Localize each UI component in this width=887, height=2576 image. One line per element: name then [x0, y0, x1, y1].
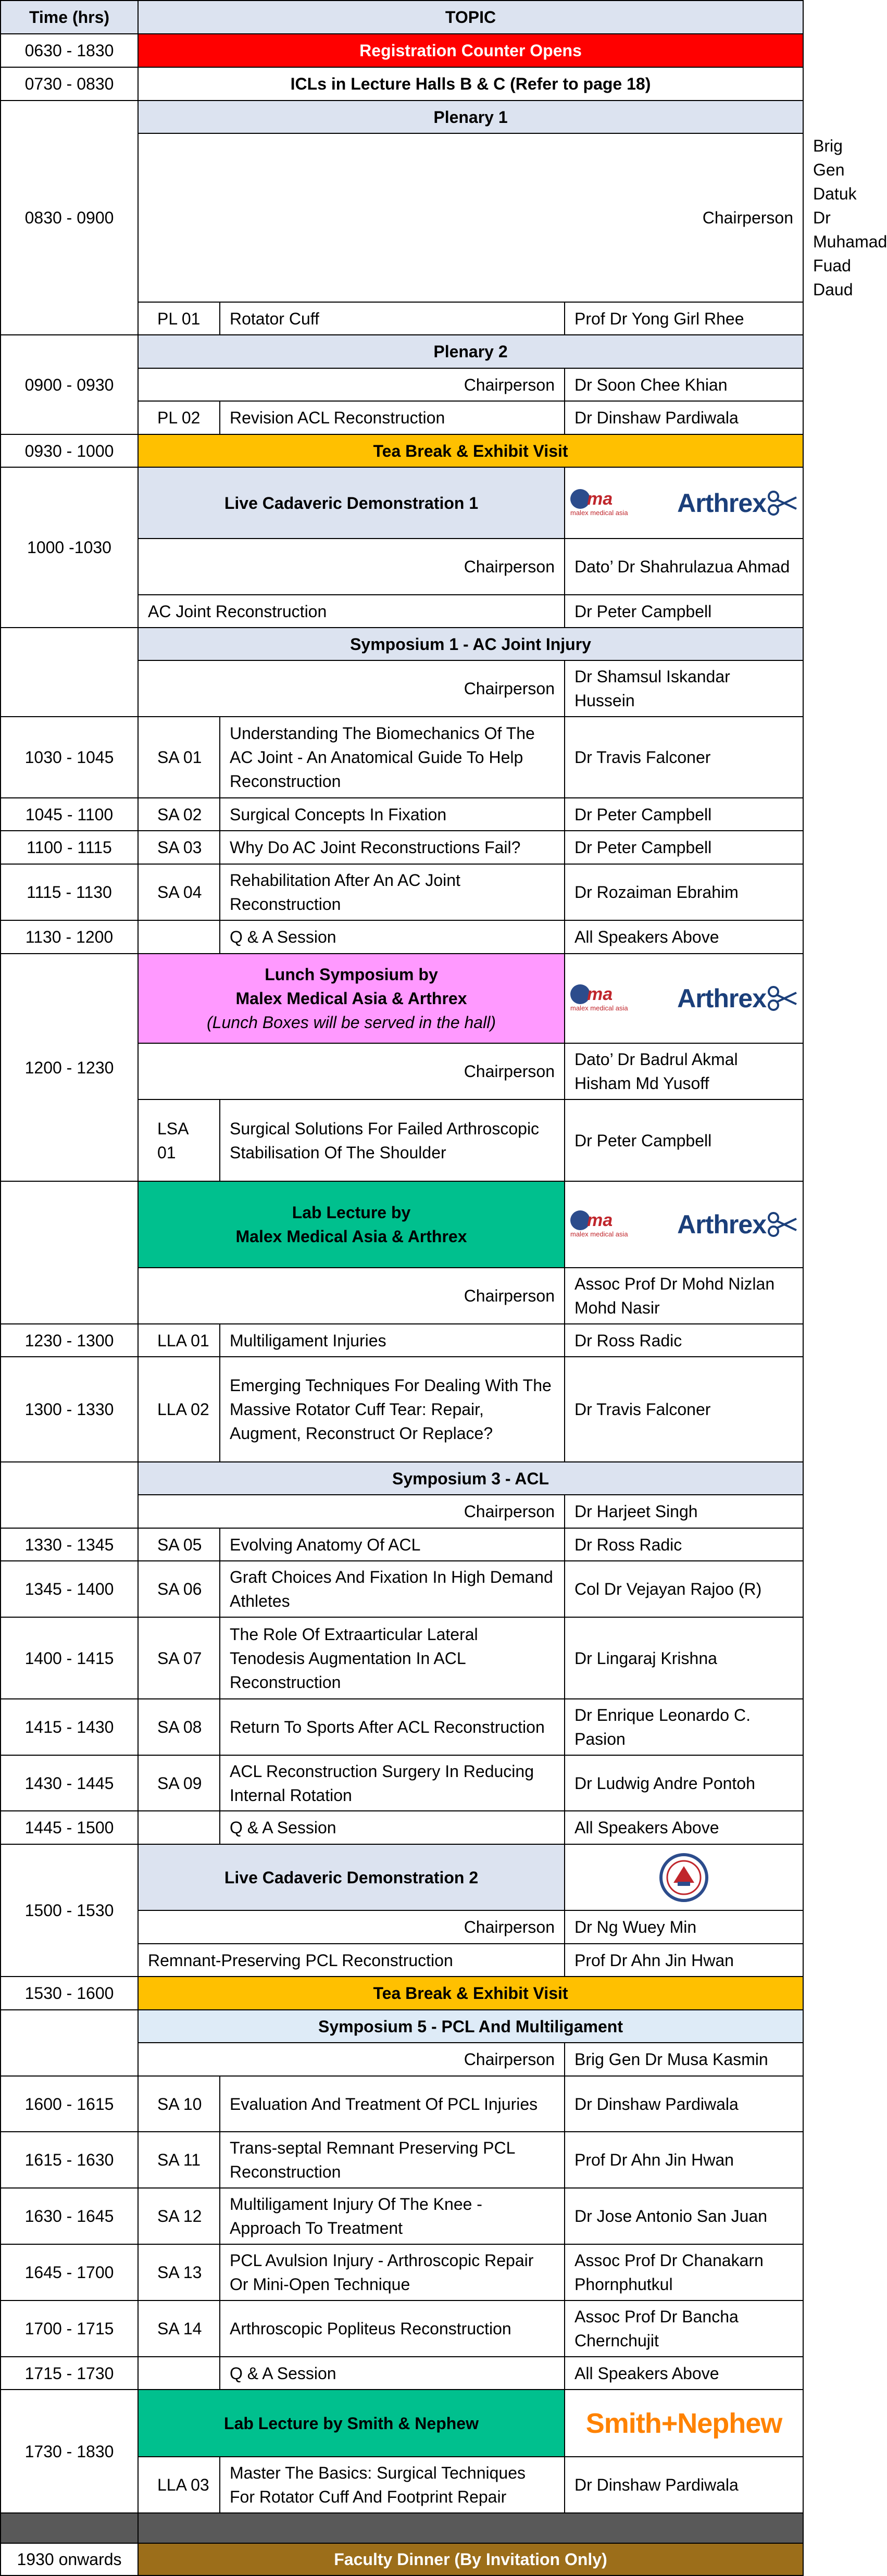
- chairperson-name: Dr Harjeet Singh: [565, 1495, 803, 1528]
- session-code: SA 03: [138, 831, 220, 864]
- separator-cell: [1, 2513, 138, 2543]
- time-cell: 1645 - 1700: [1, 2244, 138, 2300]
- scissors-icon: [766, 985, 797, 1011]
- session-code: SA 11: [138, 2132, 220, 2188]
- time-cell: 1200 - 1230: [1, 954, 138, 1181]
- session-speaker: Prof Dr Ahn Jin Hwan: [565, 2132, 803, 2188]
- session-topic: Multiligament Injury Of The Knee - Approach To Treatment: [220, 2188, 565, 2244]
- time-cell: 1100 - 1115: [1, 831, 138, 864]
- time-cell: 1130 - 1200: [1, 920, 138, 954]
- session-topic: Rotator Cuff: [220, 302, 565, 335]
- session-speaker: Dr Ross Radic: [565, 1324, 803, 1357]
- chairperson-label: Chairperson: [138, 539, 565, 595]
- arthrex-logo: Arthrex: [677, 984, 797, 1012]
- session-topic: Evaluation And Treatment Of PCL Injuries: [220, 2076, 565, 2132]
- session-code: SA 01: [138, 717, 220, 798]
- chairperson-name: Dato’ Dr Badrul Akmal Hisham Md Yusoff: [565, 1043, 803, 1099]
- chairperson-label: Chairperson: [138, 133, 803, 302]
- malex-logo: ma malex medical asia: [570, 489, 628, 517]
- chairperson-label: Chairperson: [138, 1043, 565, 1099]
- session-code: SA 13: [138, 2244, 220, 2300]
- session-topic: Evolving Anatomy Of ACL: [220, 1528, 565, 1561]
- session-speaker: Assoc Prof Dr Chanakarn Phornphutkul: [565, 2244, 803, 2300]
- symposium-1-title: Symposium 1 - AC Joint Injury: [138, 628, 803, 660]
- session-topic: Return To Sports After ACL Reconstruction: [220, 1699, 565, 1755]
- session-speaker: Dr Dinshaw Pardiwala: [565, 2457, 803, 2513]
- session-topic: PCL Avulsion Injury - Arthroscopic Repair Or Mini-Open Technique: [220, 2244, 565, 2300]
- session-topic: Emerging Techniques For Dealing With The Massive Rotator Cuff Tear: Repair, Augment, Reconstruct Or Replace?: [220, 1357, 565, 1462]
- chairperson-label: Chairperson: [138, 660, 565, 717]
- session-topic: Surgical Concepts In Fixation: [220, 798, 565, 831]
- session-speaker: Dr Travis Falconer: [565, 717, 803, 798]
- chairperson-name: Dato’ Dr Shahrulazua Ahmad: [565, 539, 803, 595]
- time-cell: 1600 - 1615: [1, 2076, 138, 2132]
- time-cell: 1700 - 1715: [1, 2300, 138, 2357]
- session-row: [1, 1699, 803, 1755]
- session-speaker: Dr Ludwig Andre Pontoh: [565, 1755, 803, 1811]
- symposium-5-title: Symposium 5 - PCL And Multiligament: [138, 2010, 803, 2043]
- time-cell: 1430 - 1445: [1, 1755, 138, 1811]
- session-row: [1, 2076, 803, 2132]
- time-cell: 1045 - 1100: [1, 798, 138, 831]
- lcd-2-title: Live Cadaveric Demonstration 2: [138, 1844, 565, 1910]
- time-cell: 1445 - 1500: [1, 1811, 138, 1844]
- session-speaker: All Speakers Above: [565, 920, 803, 954]
- session-topic: Remnant-Preserving PCL Reconstruction: [138, 1944, 565, 1977]
- chairperson-label: Chairperson: [138, 1268, 565, 1324]
- time-cell: 1030 - 1045: [1, 717, 138, 798]
- tea-break-banner: Tea Break & Exhibit Visit: [138, 434, 803, 467]
- empty-time-cell: [1, 628, 138, 717]
- lab-1-title: Lab Lecture by Malex Medical Asia & Arthrex: [138, 1181, 565, 1268]
- session-speaker: Dr Peter Campbell: [565, 798, 803, 831]
- session-topic: ACL Reconstruction Surgery In Reducing Internal Rotation: [220, 1755, 565, 1811]
- sponsor-logos: [565, 1181, 803, 1268]
- tea-break-row: [1, 434, 803, 467]
- lab-1-title-row: [1, 1181, 803, 1268]
- chairperson-name: Assoc Prof Dr Mohd Nizlan Mohd Nasir: [565, 1268, 803, 1324]
- session-code: LLA 01: [138, 1324, 220, 1357]
- time-cell: 1330 - 1345: [1, 1528, 138, 1561]
- time-cell: 0830 - 0900: [1, 101, 138, 335]
- session-speaker: Prof Dr Yong Girl Rhee: [565, 302, 803, 335]
- session-row: [1, 2188, 803, 2244]
- session-code: SA 12: [138, 2188, 220, 2244]
- time-cell: 1115 - 1130: [1, 864, 138, 920]
- chairperson-label: Chairperson: [138, 368, 565, 401]
- session-code: PL 02: [138, 401, 220, 434]
- separator-row: [1, 2513, 803, 2543]
- session-row: [1, 1357, 803, 1462]
- session-speaker: Col Dr Vejayan Rajoo (R): [565, 1561, 803, 1617]
- icl-row: [1, 67, 803, 101]
- time-cell: 0630 - 1830: [1, 34, 138, 67]
- session-row: [1, 1617, 803, 1699]
- session-topic: Q & A Session: [220, 2357, 565, 2390]
- session-row: [1, 2357, 803, 2390]
- session-row: [1, 1561, 803, 1617]
- session-row: [1, 2244, 803, 2300]
- header-row: [1, 1, 803, 34]
- session-speaker: Dr Enrique Leonardo C. Pasion: [565, 1699, 803, 1755]
- session-speaker: Dr Ross Radic: [565, 1528, 803, 1561]
- session-code: [138, 1811, 220, 1844]
- malex-logo: ma malex medical asia: [570, 1210, 628, 1238]
- tea-break-row: [1, 1977, 803, 2010]
- time-column-header: Time (hrs): [1, 1, 138, 34]
- session-code: SA 04: [138, 864, 220, 920]
- session-speaker: Prof Dr Ahn Jin Hwan: [565, 1944, 803, 1977]
- session-speaker: Assoc Prof Dr Bancha Chernchujit: [565, 2300, 803, 2357]
- plenary-1-title-row: [1, 101, 803, 133]
- session-row: [1, 1811, 803, 1844]
- scissors-icon: [766, 490, 797, 516]
- session-code: SA 07: [138, 1617, 220, 1699]
- session-code: [138, 2357, 220, 2390]
- session-topic: Why Do AC Joint Reconstructions Fail?: [220, 831, 565, 864]
- time-cell: 1630 - 1645: [1, 2188, 138, 2244]
- session-speaker: Dr Lingaraj Krishna: [565, 1617, 803, 1699]
- session-speaker: All Speakers Above: [565, 1811, 803, 1844]
- lcd-1-title-row: [1, 467, 803, 539]
- session-topic: Revision ACL Reconstruction: [220, 401, 565, 434]
- chairperson-name: Dr Shamsul Iskandar Hussein: [565, 660, 803, 717]
- session-row: [1, 1755, 803, 1811]
- session-topic: Arthroscopic Popliteus Reconstruction: [220, 2300, 565, 2357]
- session-topic: Graft Choices And Fixation In High Demand Athletes: [220, 1561, 565, 1617]
- empty-time-cell: [1, 1181, 138, 1324]
- session-row: [1, 864, 803, 920]
- empty-time-cell: [1, 1462, 138, 1528]
- time-cell: 1415 - 1430: [1, 1699, 138, 1755]
- dinner-row: [1, 2543, 803, 2575]
- smith-nephew-logo: Smith+Nephew: [565, 2390, 803, 2457]
- plenary-2-title-row: [1, 335, 803, 368]
- chairperson-name: Dr Ng Wuey Min: [565, 1910, 803, 1944]
- lunch-title: Lunch Symposium by Malex Medical Asia & Arthrex (Lunch Boxes will be served in the hall): [138, 954, 565, 1043]
- chairperson-row: Chairperson Brig Gen Datuk Dr Muhamad Fuad Daud: [1, 133, 803, 302]
- session-topic: Q & A Session: [220, 1811, 565, 1844]
- session-topic: Rehabilitation After An AC Joint Reconstruction: [220, 864, 565, 920]
- session-speaker: Dr Travis Falconer: [565, 1357, 803, 1462]
- dinner-banner: Faculty Dinner (By Invitation Only): [138, 2543, 803, 2575]
- chairperson-name: Dr Soon Chee Khian: [565, 368, 803, 401]
- icl-banner: ICLs in Lecture Halls B & C (Refer to page 18): [138, 67, 803, 101]
- lab-2-title: Lab Lecture by Smith & Nephew: [138, 2390, 565, 2457]
- lab-2-title-row: [1, 2390, 803, 2457]
- sponsor-logos: [565, 954, 803, 1043]
- session-code: LLA 03: [138, 2457, 220, 2513]
- registration-row: [1, 34, 803, 67]
- session-topic: AC Joint Reconstruction: [138, 595, 565, 628]
- symposium-3-title: Symposium 3 - ACL: [138, 1462, 803, 1495]
- time-cell: 1615 - 1630: [1, 2132, 138, 2188]
- tea-break-banner: Tea Break & Exhibit Visit: [138, 1977, 803, 2010]
- session-row: [1, 717, 803, 798]
- session-speaker: Dr Dinshaw Pardiwala: [565, 2076, 803, 2132]
- session-speaker: Dr Peter Campbell: [565, 1099, 803, 1181]
- session-code: SA 06: [138, 1561, 220, 1617]
- session-code: SA 02: [138, 798, 220, 831]
- session-code: LSA 01: [138, 1099, 220, 1181]
- sponsor-logos: [565, 467, 803, 539]
- session-topic: Multiligament Injuries: [220, 1324, 565, 1357]
- arthrex-logo: Arthrex: [677, 1210, 797, 1239]
- time-cell: 0730 - 0830: [1, 67, 138, 101]
- time-cell: 1730 - 1830: [1, 2390, 138, 2513]
- time-cell: 1715 - 1730: [1, 2357, 138, 2390]
- society-seal-icon: [658, 1852, 710, 1904]
- time-cell: 0900 - 0930: [1, 335, 138, 434]
- session-topic: Surgical Solutions For Failed Arthroscopic Stabilisation Of The Shoulder: [220, 1099, 565, 1181]
- topic-column-header: TOPIC: [138, 1, 803, 34]
- symposium-5-title-row: [1, 2010, 803, 2043]
- empty-time-cell: [1, 2010, 138, 2076]
- session-topic: Understanding The Biomechanics Of The AC Joint - An Anatomical Guide To Help Reconstruction: [220, 717, 565, 798]
- plenary-1-title: Plenary 1: [138, 101, 803, 133]
- time-cell: 1345 - 1400: [1, 1561, 138, 1617]
- session-row: [1, 831, 803, 864]
- time-cell: 1530 - 1600: [1, 1977, 138, 2010]
- session-code: SA 09: [138, 1755, 220, 1811]
- session-topic: The Role Of Extraarticular Lateral Tenodesis Augmentation In ACL Reconstruction: [220, 1617, 565, 1699]
- time-cell: 1230 - 1300: [1, 1324, 138, 1357]
- time-cell: 1400 - 1415: [1, 1617, 138, 1699]
- time-cell: 1930 onwards: [1, 2543, 138, 2575]
- session-code: [138, 920, 220, 954]
- session-code: SA 10: [138, 2076, 220, 2132]
- plenary-2-title: Plenary 2: [138, 335, 803, 368]
- session-code: SA 08: [138, 1699, 220, 1755]
- symposium-1-title-row: [1, 628, 803, 660]
- session-code: PL 01: [138, 302, 220, 335]
- session-topic: Master The Basics: Surgical Techniques For Rotator Cuff And Footprint Repair: [220, 2457, 565, 2513]
- session-speaker: Dr Peter Campbell: [565, 831, 803, 864]
- arthrex-logo: Arthrex: [677, 489, 797, 517]
- session-topic: Trans-septal Remnant Preserving PCL Reconstruction: [220, 2132, 565, 2188]
- registration-banner: Registration Counter Opens: [138, 34, 803, 67]
- time-cell: 1000 -1030: [1, 467, 138, 628]
- malex-logo: ma malex medical asia: [570, 984, 628, 1012]
- chairperson-label: Chairperson: [138, 2043, 565, 2076]
- lcd-1-title: Live Cadaveric Demonstration 1: [138, 467, 565, 539]
- separator-cell: [138, 2513, 803, 2543]
- session-speaker: Dr Rozaiman Ebrahim: [565, 864, 803, 920]
- session-code: SA 05: [138, 1528, 220, 1561]
- symposium-3-title-row: [1, 1462, 803, 1495]
- session-code: SA 14: [138, 2300, 220, 2357]
- session-speaker: Dr Peter Campbell: [565, 595, 803, 628]
- session-row: [1, 920, 803, 954]
- session-row: [1, 2132, 803, 2188]
- session-topic: Q & A Session: [220, 920, 565, 954]
- session-speaker: Dr Jose Antonio San Juan: [565, 2188, 803, 2244]
- session-speaker: Dr Dinshaw Pardiwala: [565, 401, 803, 434]
- chairperson-label: Chairperson: [138, 1495, 565, 1528]
- lunch-title-row: [1, 954, 803, 1043]
- time-cell: 0930 - 1000: [1, 434, 138, 467]
- time-cell: 1500 - 1530: [1, 1844, 138, 1977]
- time-cell: 1300 - 1330: [1, 1357, 138, 1462]
- society-logo-cell: [565, 1844, 803, 1910]
- session-row: [1, 798, 803, 831]
- session-row: [1, 1528, 803, 1561]
- scissors-icon: [766, 1211, 797, 1237]
- lcd-2-title-row: [1, 1844, 803, 1910]
- session-row: [1, 1324, 803, 1357]
- session-speaker: All Speakers Above: [565, 2357, 803, 2390]
- session-code: LLA 02: [138, 1357, 220, 1462]
- session-row: [1, 2300, 803, 2357]
- chairperson-label: Chairperson: [138, 1910, 565, 1944]
- chairperson-name: Brig Gen Dr Musa Kasmin: [565, 2043, 803, 2076]
